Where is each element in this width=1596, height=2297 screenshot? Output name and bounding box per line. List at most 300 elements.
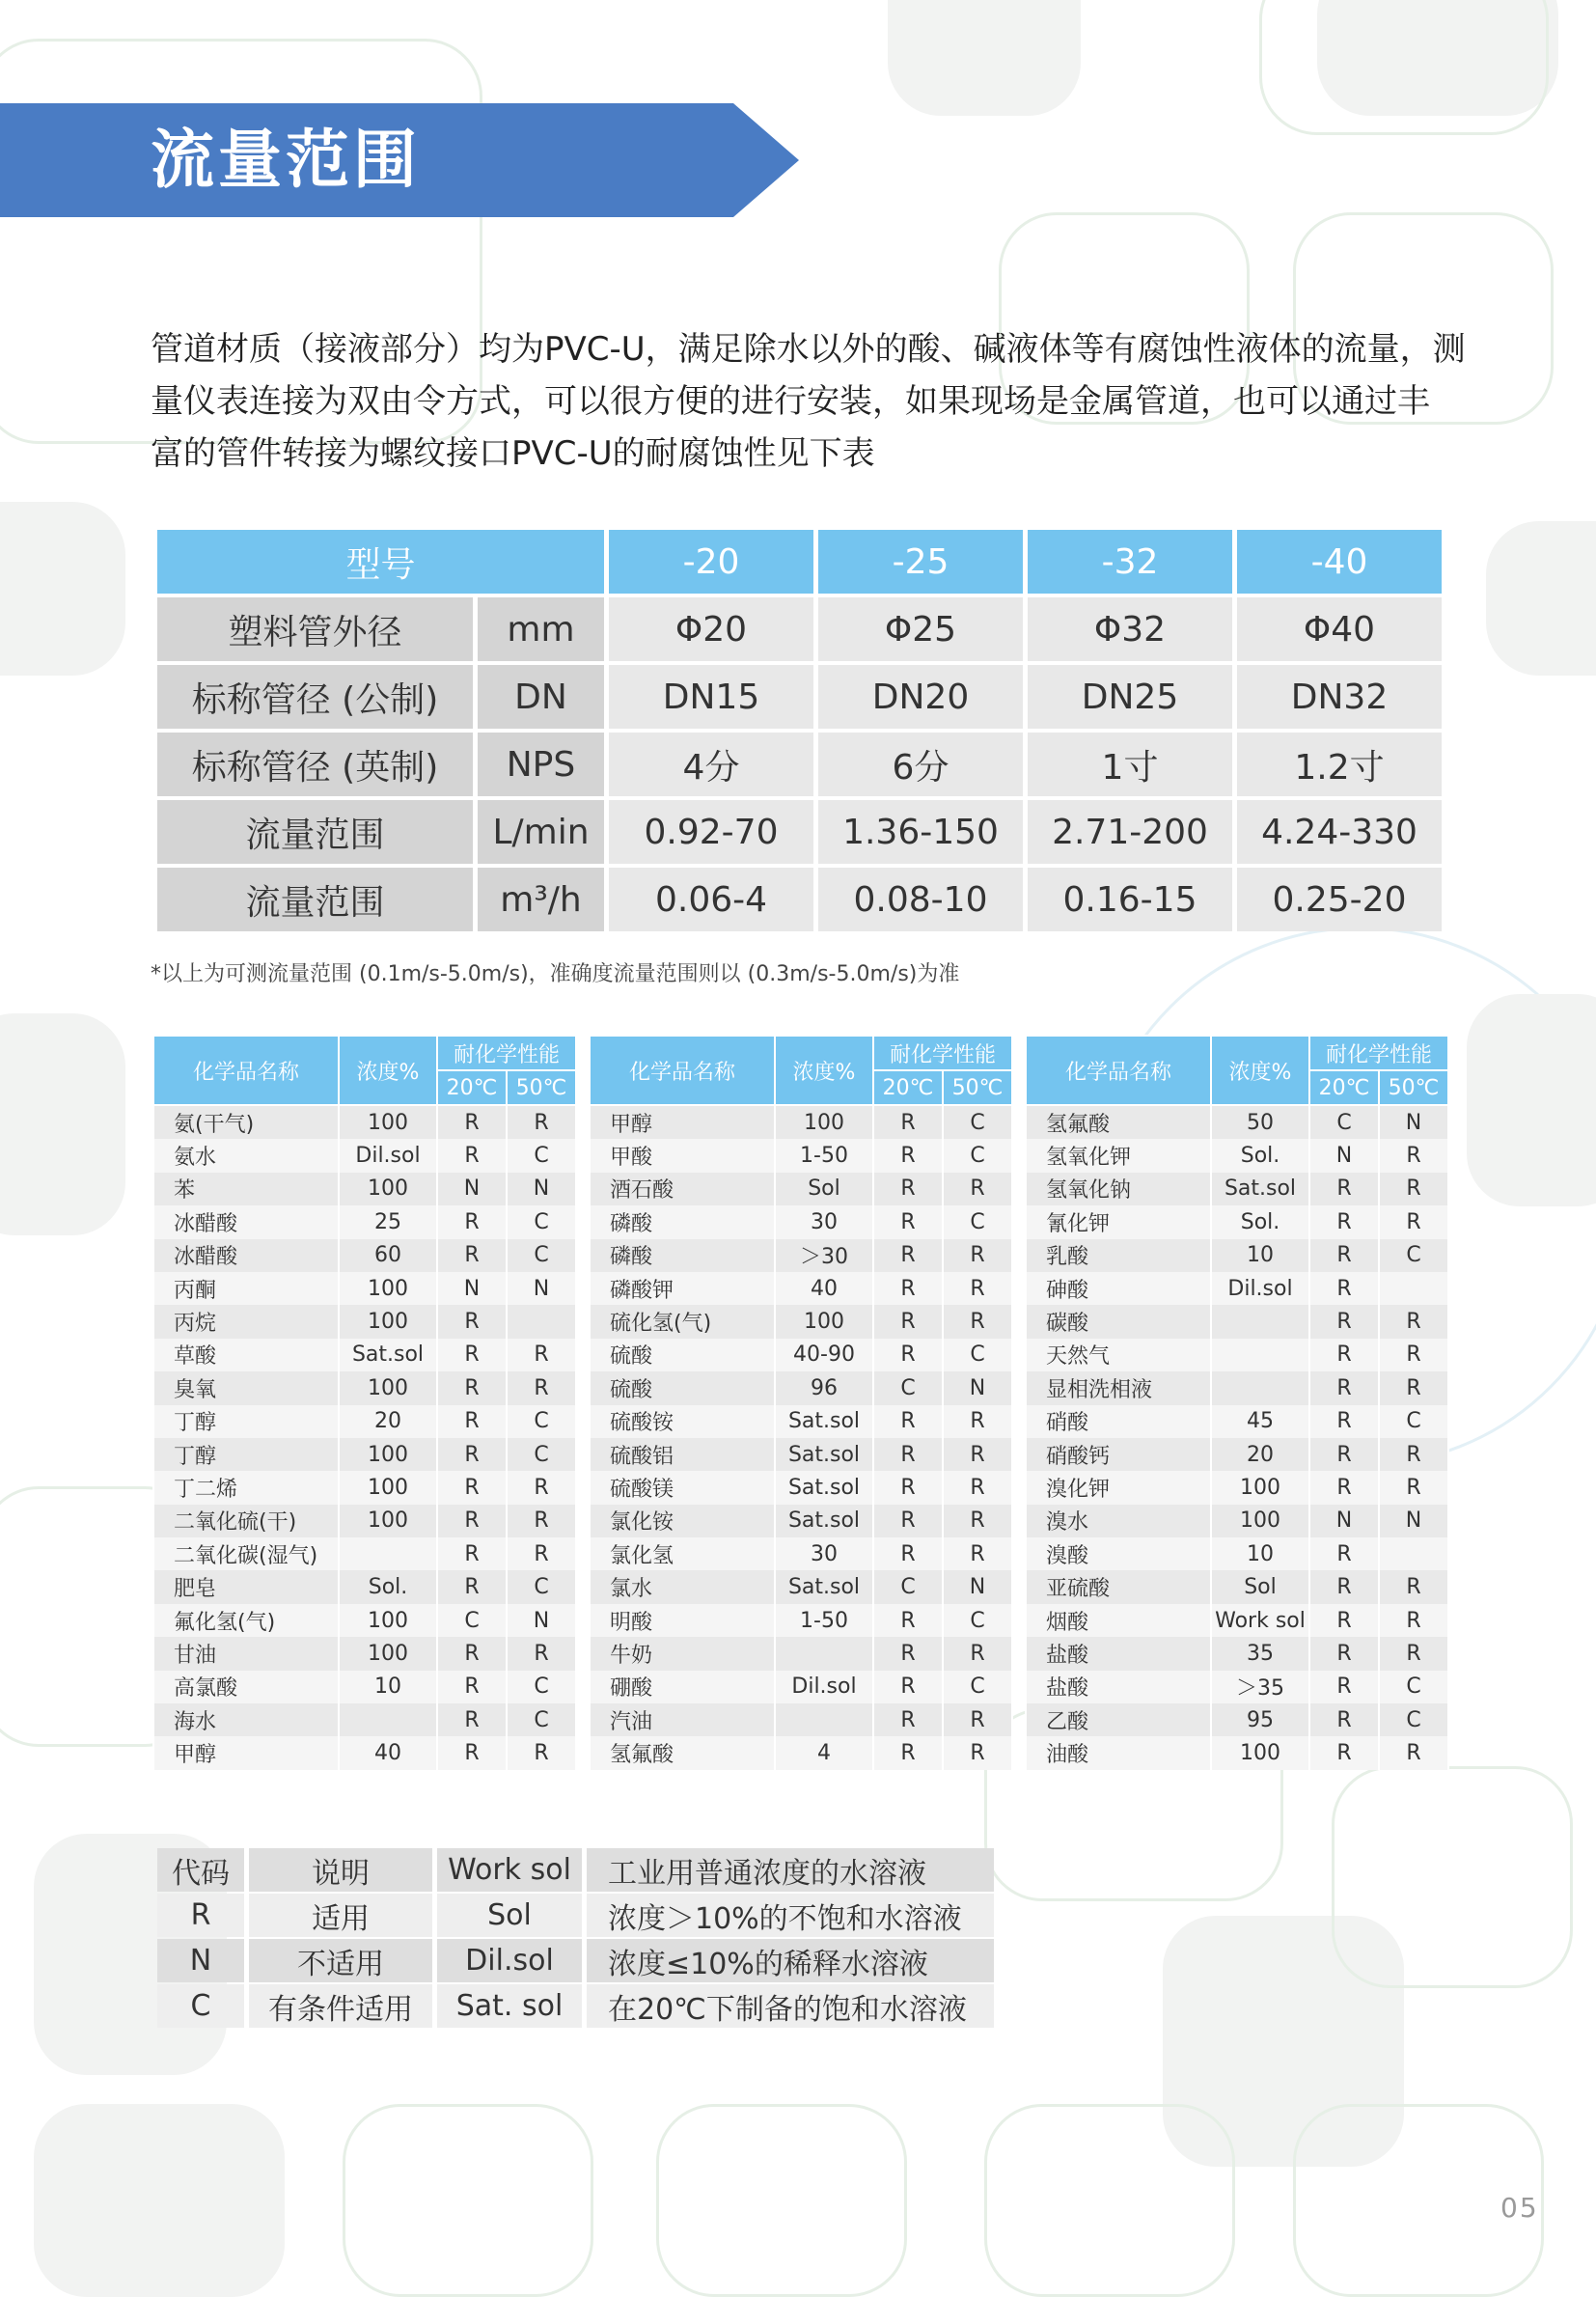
concentration-cell: 100 — [1211, 1471, 1309, 1504]
chem-name-cell: 烟酸 — [1026, 1604, 1211, 1637]
spec-cell: 1寸 — [1028, 733, 1232, 796]
table-row — [153, 1339, 576, 1371]
spec-cell: 6分 — [818, 733, 1023, 796]
resist-50c-cell: R — [507, 1736, 576, 1769]
concentration-cell: 30 — [775, 1537, 873, 1570]
resist-20c-cell: R — [873, 1105, 943, 1139]
resist-50c-cell: C — [507, 1139, 576, 1172]
col-resistance: 耐化学性能 — [873, 1036, 1012, 1070]
chem-name-cell: 酒石酸 — [590, 1173, 775, 1205]
spec-row-unit: mm — [478, 597, 604, 661]
resist-50c-cell: R — [943, 1637, 1012, 1670]
concentration-cell: 95 — [1211, 1703, 1309, 1736]
legend-meaning: 在20℃下制备的饱和水溶液 — [587, 1984, 994, 2028]
resist-20c-cell: R — [437, 1405, 507, 1438]
col-resistance: 耐化学性能 — [1309, 1036, 1448, 1070]
chem-name-cell: 苯 — [153, 1173, 339, 1205]
resist-50c-cell: R — [943, 1537, 1012, 1570]
col-chem-name: 化学品名称 — [1026, 1036, 1211, 1105]
resist-50c-cell — [507, 1305, 576, 1338]
resist-20c-cell: R — [873, 1339, 943, 1371]
model-col: -32 — [1028, 530, 1232, 594]
resist-50c-cell: R — [1379, 1438, 1448, 1471]
table-row — [153, 1305, 576, 1338]
concentration-cell: 1-50 — [775, 1139, 873, 1172]
resist-20c-cell: R — [437, 1671, 507, 1703]
resist-20c-cell: R — [1309, 1305, 1379, 1338]
table-row — [153, 1671, 576, 1703]
table-row — [1026, 1239, 1448, 1272]
concentration-cell: 96 — [775, 1371, 873, 1404]
table-row — [153, 1505, 576, 1537]
chemical-table-3 — [1025, 1035, 1449, 1770]
chem-name-cell: 草酸 — [153, 1339, 339, 1371]
resist-20c-cell: R — [873, 1604, 943, 1637]
table-row — [1026, 1703, 1448, 1736]
resist-20c-cell: N — [437, 1272, 507, 1305]
resist-20c-cell: R — [873, 1173, 943, 1205]
intro-line: 富的管件转接为螺纹接口PVC-U的耐腐蚀性见下表 — [151, 434, 875, 473]
spec-cell: 0.06-4 — [609, 868, 813, 931]
chem-name-cell: 油酸 — [1026, 1736, 1211, 1769]
table-row — [1026, 1537, 1448, 1570]
col-resistance: 耐化学性能 — [437, 1036, 576, 1070]
resist-50c-cell: R — [943, 1239, 1012, 1272]
table-row — [1026, 1205, 1448, 1238]
table-row — [590, 1604, 1012, 1637]
concentration-cell: 100 — [1211, 1505, 1309, 1537]
resist-20c-cell: R — [437, 1471, 507, 1504]
resist-20c-cell: N — [1309, 1139, 1379, 1172]
table-row — [590, 1637, 1012, 1670]
chem-name-cell: 高氯酸 — [153, 1671, 339, 1703]
resist-50c-cell: C — [507, 1703, 576, 1736]
chem-name-cell: 牛奶 — [590, 1637, 775, 1670]
resist-50c-cell: R — [507, 1371, 576, 1404]
col-chem-name: 化学品名称 — [590, 1036, 775, 1105]
resist-50c-cell: C — [943, 1604, 1012, 1637]
spec-row-label: 标称管径 (英制) — [157, 733, 473, 796]
model-header: 型号 — [157, 530, 604, 594]
table-row — [590, 1736, 1012, 1769]
chem-name-cell: 硝酸钙 — [1026, 1438, 1211, 1471]
resist-20c-cell: C — [437, 1604, 507, 1637]
chemical-table-2 — [589, 1035, 1013, 1770]
resist-50c-cell: C — [943, 1205, 1012, 1238]
table-row — [1026, 1438, 1448, 1471]
resist-20c-cell: R — [1309, 1570, 1379, 1603]
chem-name-cell: 溴水 — [1026, 1505, 1211, 1537]
table-row — [153, 1205, 576, 1238]
resist-20c-cell: R — [437, 1505, 507, 1537]
table-row — [590, 1205, 1012, 1238]
table-row — [590, 1537, 1012, 1570]
col-20c: 20℃ — [873, 1070, 943, 1105]
chem-name-cell: 硫化氢(气) — [590, 1305, 775, 1338]
chem-name-cell: 肥皂 — [153, 1570, 339, 1603]
resist-20c-cell: R — [873, 1537, 943, 1570]
concentration-cell: Sol — [1211, 1570, 1309, 1603]
chem-name-cell: 氯化氢 — [590, 1537, 775, 1570]
concentration-cell: 100 — [339, 1371, 437, 1404]
resist-50c-cell: N — [1379, 1105, 1448, 1139]
spec-row — [157, 665, 1442, 729]
resist-20c-cell: R — [1309, 1471, 1379, 1504]
col-20c: 20℃ — [437, 1070, 507, 1105]
legend-row — [157, 1848, 994, 1892]
concentration-cell: Sat.sol — [775, 1471, 873, 1504]
chem-name-cell: 溴酸 — [1026, 1537, 1211, 1570]
resist-20c-cell: R — [437, 1205, 507, 1238]
resist-50c-cell: R — [507, 1637, 576, 1670]
resist-50c-cell: C — [943, 1339, 1012, 1371]
concentration-cell: 100 — [339, 1305, 437, 1338]
resist-50c-cell: N — [1379, 1505, 1448, 1537]
spec-row-label: 塑料管外径 — [157, 597, 473, 661]
chem-name-cell: 盐酸 — [1026, 1637, 1211, 1670]
legend-desc-header: 说明 — [249, 1848, 432, 1892]
resist-50c-cell: R — [1379, 1604, 1448, 1637]
resist-50c-cell: R — [507, 1471, 576, 1504]
resist-50c-cell: C — [1379, 1405, 1448, 1438]
resist-20c-cell: R — [873, 1438, 943, 1471]
resist-50c-cell: C — [507, 1239, 576, 1272]
chem-name-cell: 砷酸 — [1026, 1272, 1211, 1305]
chem-name-cell: 盐酸 — [1026, 1671, 1211, 1703]
table-row — [1026, 1339, 1448, 1371]
table-row — [153, 1272, 576, 1305]
concentration-cell: 45 — [1211, 1405, 1309, 1438]
concentration-cell: 10 — [339, 1671, 437, 1703]
concentration-cell: 60 — [339, 1239, 437, 1272]
chem-name-cell: 甲酸 — [590, 1139, 775, 1172]
table-row — [153, 1736, 576, 1769]
spec-row — [157, 733, 1442, 796]
resist-50c-cell: R — [943, 1173, 1012, 1205]
col-50c: 50℃ — [1379, 1070, 1448, 1105]
resist-20c-cell: C — [873, 1570, 943, 1603]
resist-20c-cell: R — [437, 1570, 507, 1603]
chem-name-cell: 磷酸 — [590, 1205, 775, 1238]
table-row — [590, 1703, 1012, 1736]
spec-row-label: 流量范围 — [157, 868, 473, 931]
resist-50c-cell: R — [507, 1537, 576, 1570]
concentration-cell: 50 — [1211, 1105, 1309, 1139]
page-number: 05 — [1500, 2192, 1539, 2224]
chemical-table-1 — [152, 1035, 577, 1770]
legend-desc: 有条件适用 — [249, 1984, 432, 2028]
legend-meaning: 浓度≤10%的稀释水溶液 — [587, 1939, 994, 1982]
model-col: -20 — [609, 530, 813, 594]
table-row — [590, 1371, 1012, 1404]
resist-20c-cell: R — [873, 1205, 943, 1238]
resist-50c-cell — [1379, 1272, 1448, 1305]
resist-20c-cell: R — [1309, 1438, 1379, 1471]
concentration-cell: Sol. — [339, 1570, 437, 1603]
concentration-cell: Sol. — [1211, 1139, 1309, 1172]
chem-name-cell: 氢氧化钾 — [1026, 1139, 1211, 1172]
col-20c: 20℃ — [1309, 1070, 1379, 1105]
table-row — [153, 1438, 576, 1471]
table-row — [1026, 1471, 1448, 1504]
resist-50c-cell: R — [507, 1505, 576, 1537]
spec-cell: 0.16-15 — [1028, 868, 1232, 931]
resist-50c-cell: R — [1379, 1305, 1448, 1338]
resist-50c-cell: R — [943, 1471, 1012, 1504]
resist-20c-cell: R — [873, 1703, 943, 1736]
table-row — [153, 1139, 576, 1172]
col-50c: 50℃ — [507, 1070, 576, 1105]
concentration-cell: Dil.sol — [775, 1671, 873, 1703]
chem-name-cell: 丁醇 — [153, 1405, 339, 1438]
concentration-cell: 25 — [339, 1205, 437, 1238]
spec-cell: 1.36-150 — [818, 800, 1023, 864]
table-row — [590, 1505, 1012, 1537]
spec-cell: Φ32 — [1028, 597, 1232, 661]
resist-50c-cell: N — [943, 1371, 1012, 1404]
concentration-cell: Sol. — [1211, 1205, 1309, 1238]
resist-50c-cell: R — [943, 1305, 1012, 1338]
concentration-cell: Sat.sol — [1211, 1173, 1309, 1205]
resist-50c-cell: C — [943, 1139, 1012, 1172]
concentration-cell: Work sol — [1211, 1604, 1309, 1637]
spec-cell: 4分 — [609, 733, 813, 796]
table-row — [153, 1637, 576, 1670]
resist-20c-cell: R — [437, 1105, 507, 1139]
chem-name-cell: 溴化钾 — [1026, 1471, 1211, 1504]
resist-20c-cell: R — [873, 1239, 943, 1272]
col-chem-name: 化学品名称 — [153, 1036, 339, 1105]
resist-50c-cell: N — [507, 1272, 576, 1305]
resist-20c-cell: R — [1309, 1173, 1379, 1205]
concentration-cell: Sat.sol — [775, 1570, 873, 1603]
spec-row-unit: DN — [478, 665, 604, 729]
spec-row-label: 流量范围 — [157, 800, 473, 864]
spec-row-label: 标称管径 (公制) — [157, 665, 473, 729]
chem-name-cell: 氟化氢(气) — [153, 1604, 339, 1637]
chem-name-cell: 氢氟酸 — [1026, 1105, 1211, 1139]
chem-name-cell: 磷酸 — [590, 1239, 775, 1272]
spec-cell: 1.2寸 — [1237, 733, 1442, 796]
concentration-cell: 10 — [1211, 1537, 1309, 1570]
chem-name-cell: 硫酸 — [590, 1339, 775, 1371]
resist-50c-cell: R — [1379, 1637, 1448, 1670]
table-row — [1026, 1105, 1448, 1139]
table-row — [1026, 1604, 1448, 1637]
concentration-cell: Dil.sol — [339, 1139, 437, 1172]
resist-20c-cell: R — [1309, 1239, 1379, 1272]
table-row — [1026, 1371, 1448, 1404]
chem-name-cell: 冰醋酸 — [153, 1239, 339, 1272]
resist-50c-cell: N — [507, 1604, 576, 1637]
col-concentration: 浓度% — [339, 1036, 437, 1105]
resist-50c-cell: C — [1379, 1239, 1448, 1272]
chem-name-cell: 汽油 — [590, 1703, 775, 1736]
chem-name-cell: 海水 — [153, 1703, 339, 1736]
concentration-cell: Dil.sol — [1211, 1272, 1309, 1305]
table-row — [1026, 1637, 1448, 1670]
table-row — [153, 1537, 576, 1570]
spec-cell: 2.71-200 — [1028, 800, 1232, 864]
intro-text — [151, 323, 1501, 480]
resist-50c-cell: R — [1379, 1471, 1448, 1504]
legend-row — [157, 1939, 994, 1982]
resist-50c-cell: R — [507, 1339, 576, 1371]
table-row — [590, 1471, 1012, 1504]
resist-50c-cell — [1379, 1537, 1448, 1570]
resist-20c-cell: R — [873, 1505, 943, 1537]
chem-name-cell: 氨(干气) — [153, 1105, 339, 1139]
table-row — [153, 1604, 576, 1637]
table-row — [153, 1570, 576, 1603]
legend-meaning: 工业用普通浓度的水溶液 — [587, 1848, 994, 1892]
legend-meaning: 浓度＞10%的不饱和水溶液 — [587, 1894, 994, 1937]
concentration-cell: 100 — [775, 1305, 873, 1338]
legend-desc: 适用 — [249, 1894, 432, 1937]
resist-50c-cell: R — [507, 1105, 576, 1139]
resist-20c-cell: C — [1309, 1105, 1379, 1139]
chem-name-cell: 乙酸 — [1026, 1703, 1211, 1736]
table-row — [1026, 1671, 1448, 1703]
table-row — [590, 1671, 1012, 1703]
table-row — [153, 1405, 576, 1438]
chem-name-cell: 显相洗相液 — [1026, 1371, 1211, 1404]
concentration-cell — [339, 1537, 437, 1570]
chem-name-cell: 丙酮 — [153, 1272, 339, 1305]
resist-50c-cell: C — [507, 1205, 576, 1238]
resist-50c-cell: R — [943, 1505, 1012, 1537]
legend-abbr: Dil.sol — [437, 1939, 582, 1982]
concentration-cell — [775, 1703, 873, 1736]
table-row — [153, 1105, 576, 1139]
resist-20c-cell: R — [1309, 1703, 1379, 1736]
chem-name-cell: 乳酸 — [1026, 1239, 1211, 1272]
concentration-cell: ＞30 — [775, 1239, 873, 1272]
spec-cell: DN20 — [818, 665, 1023, 729]
spec-row-unit: NPS — [478, 733, 604, 796]
resist-20c-cell: R — [873, 1272, 943, 1305]
table-row — [153, 1173, 576, 1205]
concentration-cell: 4 — [775, 1736, 873, 1769]
resist-20c-cell: R — [1309, 1339, 1379, 1371]
resist-50c-cell: R — [943, 1438, 1012, 1471]
concentration-cell — [339, 1703, 437, 1736]
chem-name-cell: 硫酸铵 — [590, 1405, 775, 1438]
resist-50c-cell: R — [1379, 1570, 1448, 1603]
chem-name-cell: 丁二烯 — [153, 1471, 339, 1504]
resist-20c-cell: R — [437, 1537, 507, 1570]
resist-50c-cell: C — [1379, 1703, 1448, 1736]
resist-20c-cell: R — [873, 1671, 943, 1703]
legend-abbr: Sol — [437, 1894, 582, 1937]
legend-row — [157, 1984, 994, 2028]
table-row — [153, 1471, 576, 1504]
resist-20c-cell: N — [1309, 1505, 1379, 1537]
resist-50c-cell: N — [507, 1173, 576, 1205]
chem-name-cell: 氨水 — [153, 1139, 339, 1172]
resist-50c-cell: R — [1379, 1139, 1448, 1172]
resist-20c-cell: R — [873, 1139, 943, 1172]
model-col: -40 — [1237, 530, 1442, 594]
chem-name-cell: 硫酸铝 — [590, 1438, 775, 1471]
chem-name-cell: 氢氟酸 — [590, 1736, 775, 1769]
concentration-cell: 40 — [775, 1272, 873, 1305]
spec-cell: DN32 — [1237, 665, 1442, 729]
resist-50c-cell: C — [1379, 1671, 1448, 1703]
spec-cell: 4.24-330 — [1237, 800, 1442, 864]
spec-row-unit: L/min — [478, 800, 604, 864]
resist-20c-cell: R — [1309, 1637, 1379, 1670]
spec-row — [157, 800, 1442, 864]
resist-20c-cell: R — [1309, 1604, 1379, 1637]
col-concentration: 浓度% — [775, 1036, 873, 1105]
resist-20c-cell: R — [873, 1637, 943, 1670]
table-row — [590, 1405, 1012, 1438]
table-row — [1026, 1736, 1448, 1769]
table-row — [1026, 1505, 1448, 1537]
resist-20c-cell: R — [437, 1736, 507, 1769]
spec-cell: 0.92-70 — [609, 800, 813, 864]
chem-name-cell: 天然气 — [1026, 1339, 1211, 1371]
resist-50c-cell: C — [943, 1671, 1012, 1703]
chem-name-cell: 硫酸镁 — [590, 1471, 775, 1504]
concentration-cell: Sat.sol — [775, 1505, 873, 1537]
resist-20c-cell: R — [437, 1339, 507, 1371]
chem-name-cell: 臭氧 — [153, 1371, 339, 1404]
table-row — [1026, 1570, 1448, 1603]
legend-row — [157, 1894, 994, 1937]
resist-50c-cell: R — [943, 1703, 1012, 1736]
table-row — [1026, 1272, 1448, 1305]
resist-50c-cell: R — [1379, 1371, 1448, 1404]
resist-50c-cell: R — [943, 1405, 1012, 1438]
concentration-cell: Sat.sol — [339, 1339, 437, 1371]
chem-name-cell: 氰化钾 — [1026, 1205, 1211, 1238]
resist-20c-cell: C — [873, 1371, 943, 1404]
concentration-cell — [775, 1637, 873, 1670]
resist-50c-cell: C — [507, 1570, 576, 1603]
resist-20c-cell: R — [873, 1736, 943, 1769]
table-row — [590, 1105, 1012, 1139]
table-row — [590, 1570, 1012, 1603]
chem-name-cell: 甲醇 — [153, 1736, 339, 1769]
resist-50c-cell: C — [507, 1405, 576, 1438]
concentration-cell: 20 — [339, 1405, 437, 1438]
flow-spec-table — [152, 526, 1446, 935]
legend-code: C — [157, 1984, 244, 2028]
concentration-cell: Sat.sol — [775, 1405, 873, 1438]
spec-cell: 0.25-20 — [1237, 868, 1442, 931]
resist-20c-cell: R — [1309, 1205, 1379, 1238]
resist-50c-cell: R — [1379, 1339, 1448, 1371]
spec-cell: DN25 — [1028, 665, 1232, 729]
concentration-cell: 100 — [1211, 1736, 1309, 1769]
resist-20c-cell: R — [1309, 1537, 1379, 1570]
concentration-cell: 100 — [339, 1637, 437, 1670]
legend-abbr: Sat. sol — [437, 1984, 582, 2028]
table-row — [590, 1272, 1012, 1305]
resist-20c-cell: R — [1309, 1736, 1379, 1769]
table-row — [153, 1371, 576, 1404]
chem-name-cell: 冰醋酸 — [153, 1205, 339, 1238]
table-row — [590, 1438, 1012, 1471]
page-title: 流量范围 — [151, 123, 421, 197]
col-concentration: 浓度% — [1211, 1036, 1309, 1105]
col-50c: 50℃ — [943, 1070, 1012, 1105]
resist-50c-cell: C — [943, 1105, 1012, 1139]
spec-cell: 0.08-10 — [818, 868, 1023, 931]
resist-20c-cell: R — [437, 1139, 507, 1172]
